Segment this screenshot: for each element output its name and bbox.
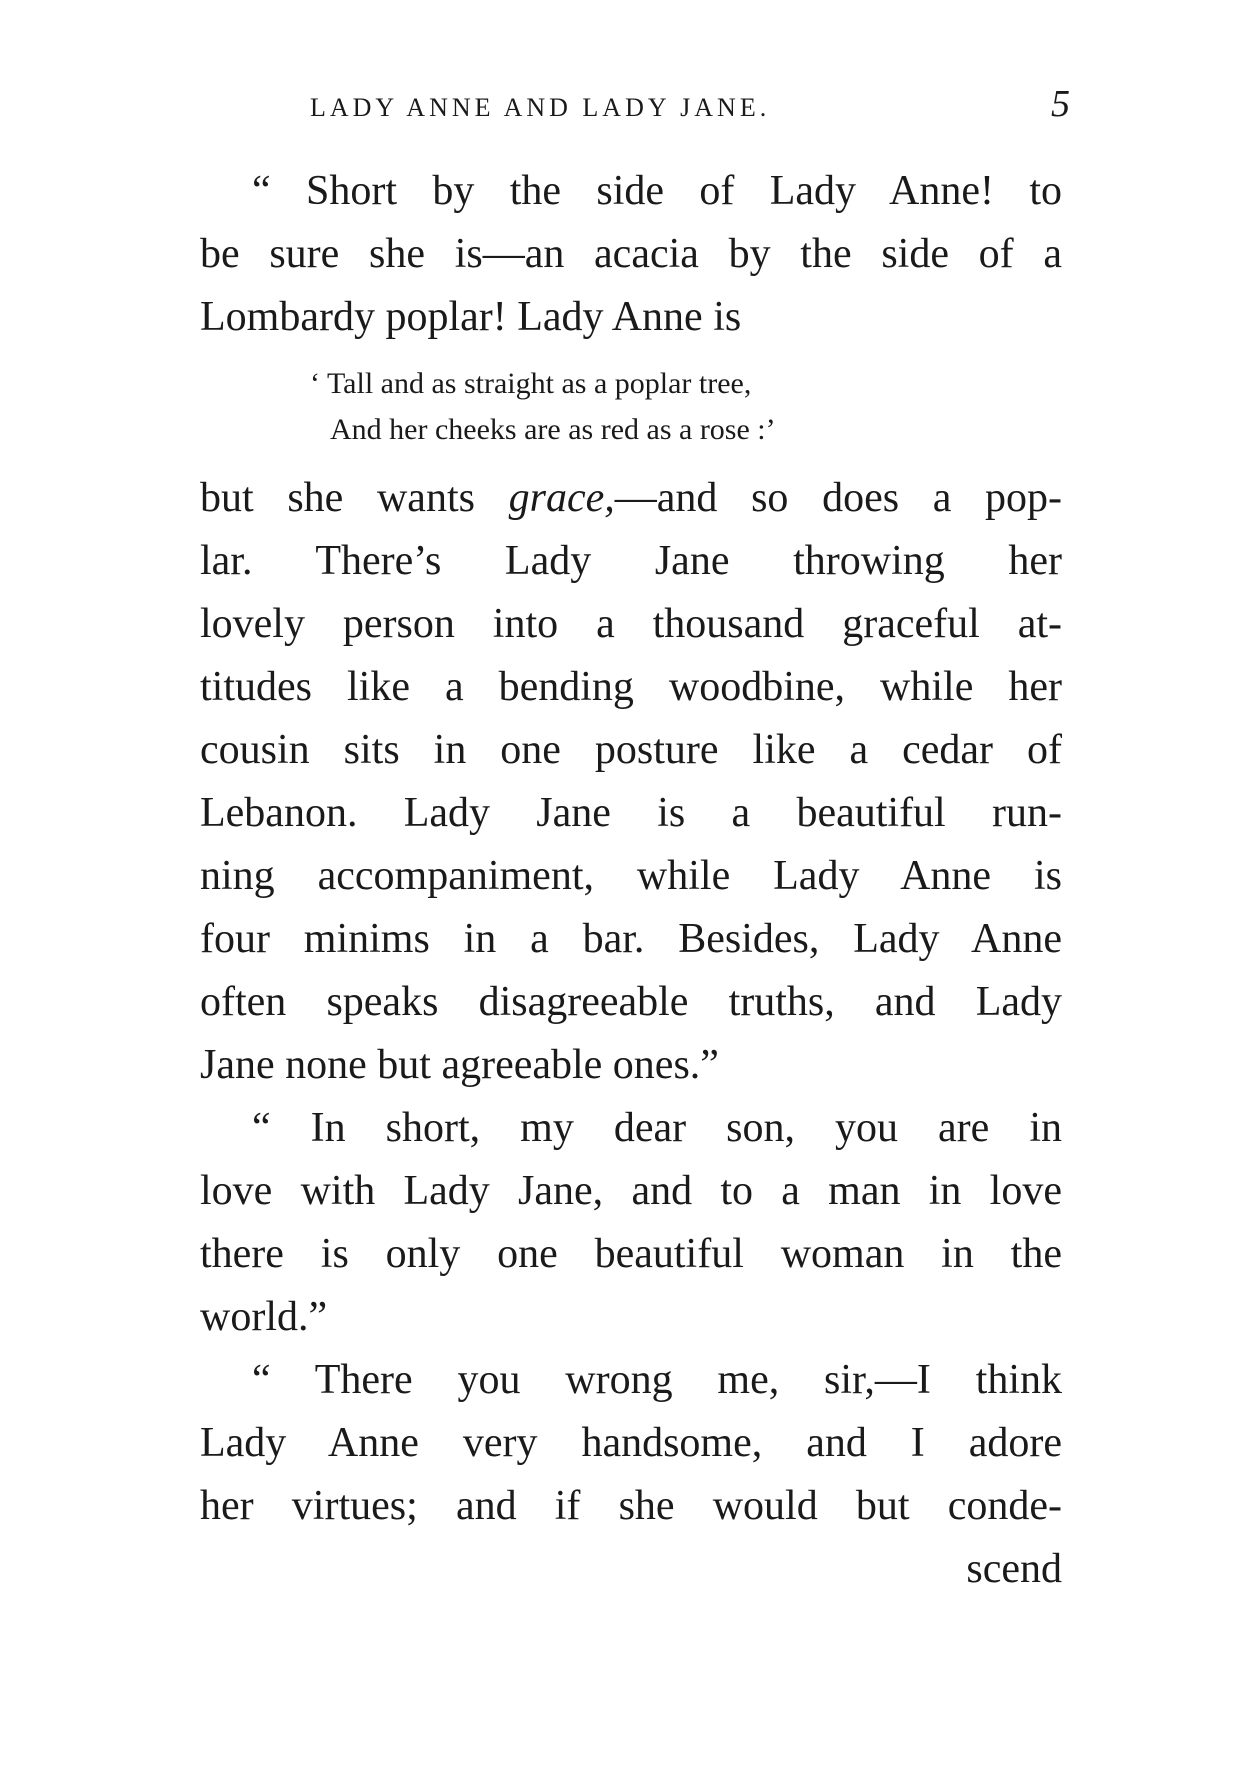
text-line: titudes like a bending woodbine, while her [200,664,1062,710]
text-line: cousin sits in one posture like a cedar of [200,727,1062,773]
text-line: lovely person into a thousand graceful at- [200,601,1062,647]
text-line: “ Short by the side of Lady Anne! to [252,168,1062,214]
running-head [310,83,1070,128]
body-text [200,160,1062,1601]
text-line: Lebanon. Lady Jane is a beautiful run- [200,790,1062,836]
verse-line: And her cheeks are as red as a rose :’ [330,413,776,446]
text-line: Lady Anne very handsome, and I adore [200,1420,1062,1466]
italic-word: grace, [508,475,615,521]
page-number: 5 [1051,83,1070,125]
text-line [200,467,1062,530]
text-line: “ In short, my dear son, you are in [252,1105,1062,1151]
text-line: lar. There’s Lady Jane throwing her [200,538,1062,584]
text-line: ning accompaniment, while Lady Anne is [200,853,1062,899]
text-fragment: —and so does a pop- [614,475,1062,521]
text-line: Jane none but agreeable ones.” [200,1042,719,1088]
text-fragment: but she wants [200,475,509,521]
verse-line: ‘ Tall and as straight as a poplar tree, [310,367,752,400]
verse-quotation [200,361,1062,453]
catchword: scend [966,1546,1062,1592]
running-title: LADY ANNE AND LADY JANE. [310,93,771,122]
text-line: “ There you wrong me, sir,—I think [252,1357,1062,1403]
text-line: be sure she is—an acacia by the side of a [200,231,1062,277]
text-line: there is only one beautiful woman in the [200,1231,1062,1277]
text-line: world.” [200,1294,328,1340]
text-line: Lombardy poplar! Lady Anne is [200,294,742,340]
text-line: often speaks disagreeable truths, and Lady [200,979,1062,1025]
text-line: four minims in a bar. Besides, Lady Anne [200,916,1062,962]
text-line: love with Lady Jane, and to a man in love [200,1168,1062,1214]
text-line: her virtues; and if she would but conde- [200,1483,1062,1529]
